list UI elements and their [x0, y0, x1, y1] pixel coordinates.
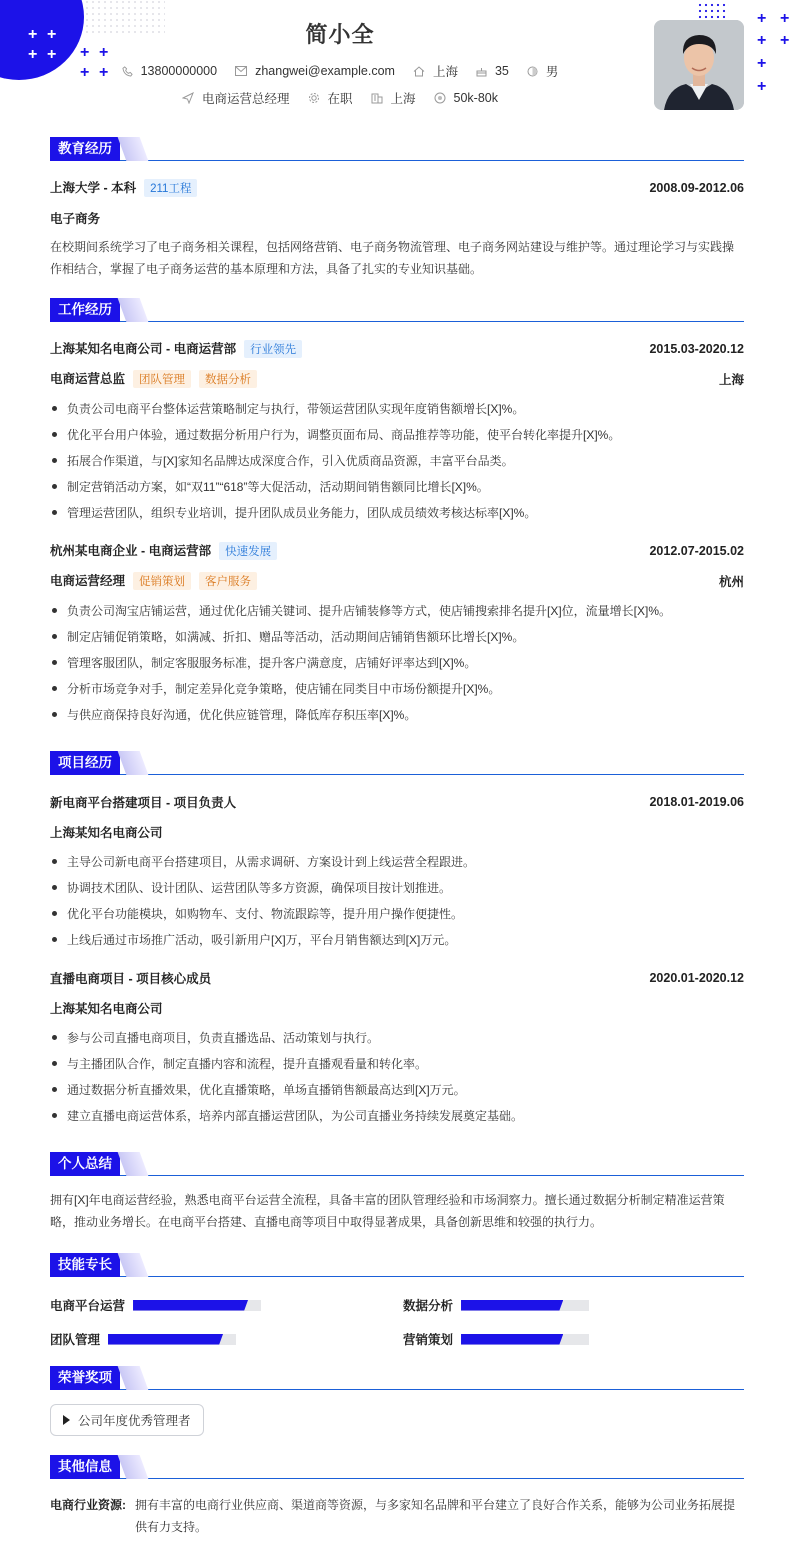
honors-title: [50, 1366, 744, 1390]
section-label-tail: [118, 298, 149, 322]
age-info: [476, 64, 509, 78]
list-item: 负责公司淘宝店铺运营，通过优化店铺关键词、提升店铺装修等方式，使店铺搜索排名提升[X]位，流量增长[X]%。: [50, 602, 744, 628]
gender-icon: [527, 66, 538, 77]
skill-bar: [108, 1334, 236, 1345]
list-item: 分析市场竞争对手，制定差异化竞争策略，使店铺在同类目中市场份额提升[X]%。: [50, 680, 744, 706]
skill-bar-fill: [461, 1300, 563, 1311]
list-item: 主导公司新电商平台搭建项目，从需求调研、方案设计到上线运营全程跟进。: [50, 853, 744, 879]
project-date: 2018.01-2019.06: [649, 795, 744, 809]
plus-icon: +: [99, 64, 109, 81]
other-section: [50, 1455, 744, 1545]
role-tag: 团队管理: [133, 370, 191, 388]
work-city-info: [371, 89, 416, 107]
age-text: 35: [494, 64, 509, 78]
honor-item: [50, 1404, 204, 1436]
company-tag: 行业领先: [244, 340, 302, 358]
plus-icon: +: [780, 10, 790, 27]
list-item: 管理客服团队，制定客服服务标准，提升客户满意度，店铺好评率达到[X]%。: [50, 654, 744, 680]
job-header: [50, 339, 744, 358]
skill-item: [403, 1330, 589, 1348]
contact-info-row: [0, 62, 680, 80]
company-name: 上海某知名电商公司 - 电商运营部: [50, 342, 237, 356]
project-name: 直播电商项目 - 项目核心成员: [50, 972, 212, 986]
skill-name: 团队管理: [50, 1333, 101, 1347]
coin-icon: [434, 92, 446, 104]
work-title: [50, 298, 744, 322]
school-name: 上海大学 - 本科: [50, 181, 137, 195]
honor-text: 公司年度优秀管理者: [78, 1414, 191, 1428]
section-label: 个人总结: [50, 1152, 120, 1176]
job-duties: [50, 400, 744, 530]
email-info: [235, 64, 395, 78]
work-city-text: 上海: [390, 92, 416, 106]
job-duties: [50, 602, 744, 732]
company-tag: 快速发展: [219, 542, 277, 560]
company-name: 杭州某电商企业 - 电商运营部: [50, 544, 212, 558]
skill-bar: [133, 1300, 261, 1311]
role-tag: 客户服务: [199, 572, 257, 590]
status-text: 在职: [327, 92, 353, 106]
job-city: 上海: [718, 372, 744, 387]
list-item: 制定店铺促销策略，如满减、折扣、赠品等活动，活动期间店铺销售额环比增长[X]%。: [50, 628, 744, 654]
skills-section: [50, 1253, 744, 1353]
skill-name: 数据分析: [403, 1299, 454, 1313]
plus-icon: +: [780, 32, 790, 49]
job-role-row: [50, 369, 744, 388]
skill-name: 营销策划: [403, 1333, 454, 1347]
education-title: [50, 137, 744, 161]
other-label: 电商行业资源:: [50, 1498, 126, 1512]
section-label-tail: [118, 1152, 149, 1176]
status-info: [308, 89, 353, 107]
project-header: [50, 969, 744, 987]
job-date: 2012.07-2015.02: [649, 543, 744, 558]
project-duties: [50, 1029, 744, 1133]
gear-icon: [308, 92, 320, 104]
other-info-row: [50, 1494, 744, 1538]
job-header: [50, 541, 744, 560]
summary-section: [50, 1152, 744, 1242]
skill-item: [50, 1330, 236, 1348]
summary-text: 拥有[X]年电商运营经验，熟悉电商平台运营全流程，具备丰富的团队管理经验和市场洞察力。擅长通过数据分析制定精准运营策略，推动业务增长。在电商平台搭建、直播电商等项目中取得显著成果，具备创新思维和较强的执行力。: [50, 1193, 725, 1229]
project-org: 上海某知名电商公司: [50, 1002, 163, 1016]
section-label-tail: [118, 1455, 149, 1479]
plus-icon: +: [757, 78, 767, 95]
play-triangle-icon: [63, 1415, 70, 1425]
job-city: 杭州: [718, 574, 744, 589]
education-date: 2008.09-2012.06: [649, 180, 744, 195]
candidate-name: 简小全: [305, 22, 375, 47]
avatar-icon: [654, 20, 744, 110]
plus-icon: +: [28, 26, 38, 43]
job-role: 电商运营经理: [50, 574, 126, 588]
salary-info: [434, 91, 498, 105]
plus-icon: +: [80, 44, 90, 61]
job-role-row: [50, 571, 744, 590]
section-label: 荣誉奖项: [50, 1366, 120, 1390]
phone-text: 13800000000: [140, 64, 218, 78]
list-item: 优化平台用户体验，通过数据分析用户行为，调整页面布局、商品推荐等功能，使平台转化率提升[X]%。: [50, 426, 744, 452]
skill-item: [403, 1296, 589, 1314]
job-date: 2015.03-2020.12: [649, 341, 744, 356]
plus-icon: +: [99, 44, 109, 61]
send-icon: [182, 92, 194, 104]
school-tag: 211工程: [144, 179, 197, 197]
plus-icon: +: [757, 32, 767, 49]
education-section: [50, 137, 744, 287]
role-tag: 促销策划: [133, 572, 191, 590]
project-date: 2020.01-2020.12: [649, 971, 744, 985]
list-item: 与主播团队合作，制定直播内容和流程，提升直播观看量和转化率。: [50, 1055, 744, 1081]
section-label-tail: [118, 137, 149, 161]
phone-info: [122, 64, 217, 78]
section-label-tail: [118, 1366, 149, 1390]
cake-icon: [476, 66, 487, 77]
list-item: 负责公司电商平台整体运营策略制定与执行，带领运营团队实现年度销售额增长[X]%。: [50, 400, 744, 426]
project-duties: [50, 853, 744, 957]
skill-item: [50, 1296, 261, 1314]
list-item: 建立直播电商运营体系，培养内部直播运营团队，为公司直播业务持续发展奠定基础。: [50, 1107, 744, 1133]
list-item: 制定营销活动方案，如“双11”“618”等大促活动，活动期间销售额同比增长[X]%。: [50, 478, 744, 504]
project-org-row: [50, 999, 744, 1017]
skill-bar-fill: [461, 1334, 563, 1345]
position-text: 电商运营总经理: [201, 92, 290, 106]
building-icon: [371, 92, 383, 104]
plus-icon: +: [80, 64, 90, 81]
gender-info: [527, 62, 559, 80]
job-info-row: [0, 89, 680, 107]
list-item: 协调技术团队、设计团队、运营团队等多方资源，确保项目按计划推进。: [50, 879, 744, 905]
salary-text: 50k-80k: [453, 91, 499, 105]
education-header: [50, 178, 744, 197]
section-label: 技能专长: [50, 1253, 120, 1277]
plus-icon: +: [757, 55, 767, 72]
other-title: [50, 1455, 744, 1479]
plus-icon: +: [47, 46, 57, 63]
project-org: 上海某知名电商公司: [50, 826, 163, 840]
gender-text: 男: [545, 65, 559, 79]
skill-bar-fill: [108, 1334, 223, 1345]
major-name: 电子商务: [50, 212, 101, 226]
work-section: [50, 298, 744, 728]
projects-section: [50, 751, 744, 1131]
skill-bar-fill: [133, 1300, 248, 1311]
list-item: 与供应商保持良好沟通，优化供应链管理，降低库存积压率[X]%。: [50, 706, 744, 732]
email-text: zhangwei@example.com: [255, 64, 395, 78]
section-label: 其他信息: [50, 1455, 120, 1479]
other-text: 拥有丰富的电商行业供应商、渠道商等资源，与多家知名品牌和平台建立了良好合作关系，能够为公司业务拓展提供有力支持。: [135, 1498, 736, 1534]
phone-icon: [122, 66, 133, 77]
project-org-row: [50, 823, 744, 841]
projects-title: [50, 751, 744, 775]
skill-name: 电商平台运营: [50, 1299, 126, 1313]
profile-photo: [654, 20, 744, 110]
section-label-tail: [118, 1253, 149, 1277]
section-label: 工作经历: [50, 298, 120, 322]
section-label: 教育经历: [50, 137, 120, 161]
plus-icon: +: [28, 46, 38, 63]
city-info: [413, 62, 458, 80]
summary-title: [50, 1152, 744, 1176]
plus-icon: +: [47, 26, 57, 43]
major-row: [50, 209, 744, 227]
plus-icon: +: [757, 10, 767, 27]
project-name: 新电商平台搭建项目 - 项目负责人: [50, 796, 237, 810]
list-item: 参与公司直播电商项目，负责直播选品、活动策划与执行。: [50, 1029, 744, 1055]
list-item: 上线后通过市场推广活动，吸引新用户[X]万，平台月销售额达到[X]万元。: [50, 931, 744, 957]
skill-bar: [461, 1334, 589, 1345]
mail-icon: [235, 66, 247, 76]
list-item: 优化平台功能模块，如购物车、支付、物流跟踪等，提升用户操作便捷性。: [50, 905, 744, 931]
list-item: 通过数据分析直播效果，优化直播策略，单场直播销售额最高达到[X]万元。: [50, 1081, 744, 1107]
skills-title: [50, 1253, 744, 1277]
home-icon: [413, 66, 425, 77]
honors-section: [50, 1366, 744, 1446]
list-item: 拓展合作渠道，与[X]家知名品牌达成深度合作，引入优质商品资源，丰富平台品类。: [50, 452, 744, 478]
list-item: 管理运营团队，组织专业培训，提升团队成员业务能力，团队成员绩效考核达标率[X]%。: [50, 504, 744, 530]
position-info: [182, 89, 290, 107]
education-description: 在校期间系统学习了电子商务相关课程，包括网络营销、电子商务物流管理、电子商务网站建设与维护等。通过理论学习与实践操作相结合，掌握了电子商务运营的基本原理和方法，具备了扎实的专业知识基础。: [50, 240, 735, 276]
section-label: 项目经历: [50, 751, 120, 775]
city-text: 上海: [432, 65, 458, 79]
role-tag: 数据分析: [199, 370, 257, 388]
skill-bar: [461, 1300, 589, 1311]
project-header: [50, 793, 744, 811]
job-role: 电商运营总监: [50, 372, 126, 386]
section-label-tail: [118, 751, 149, 775]
